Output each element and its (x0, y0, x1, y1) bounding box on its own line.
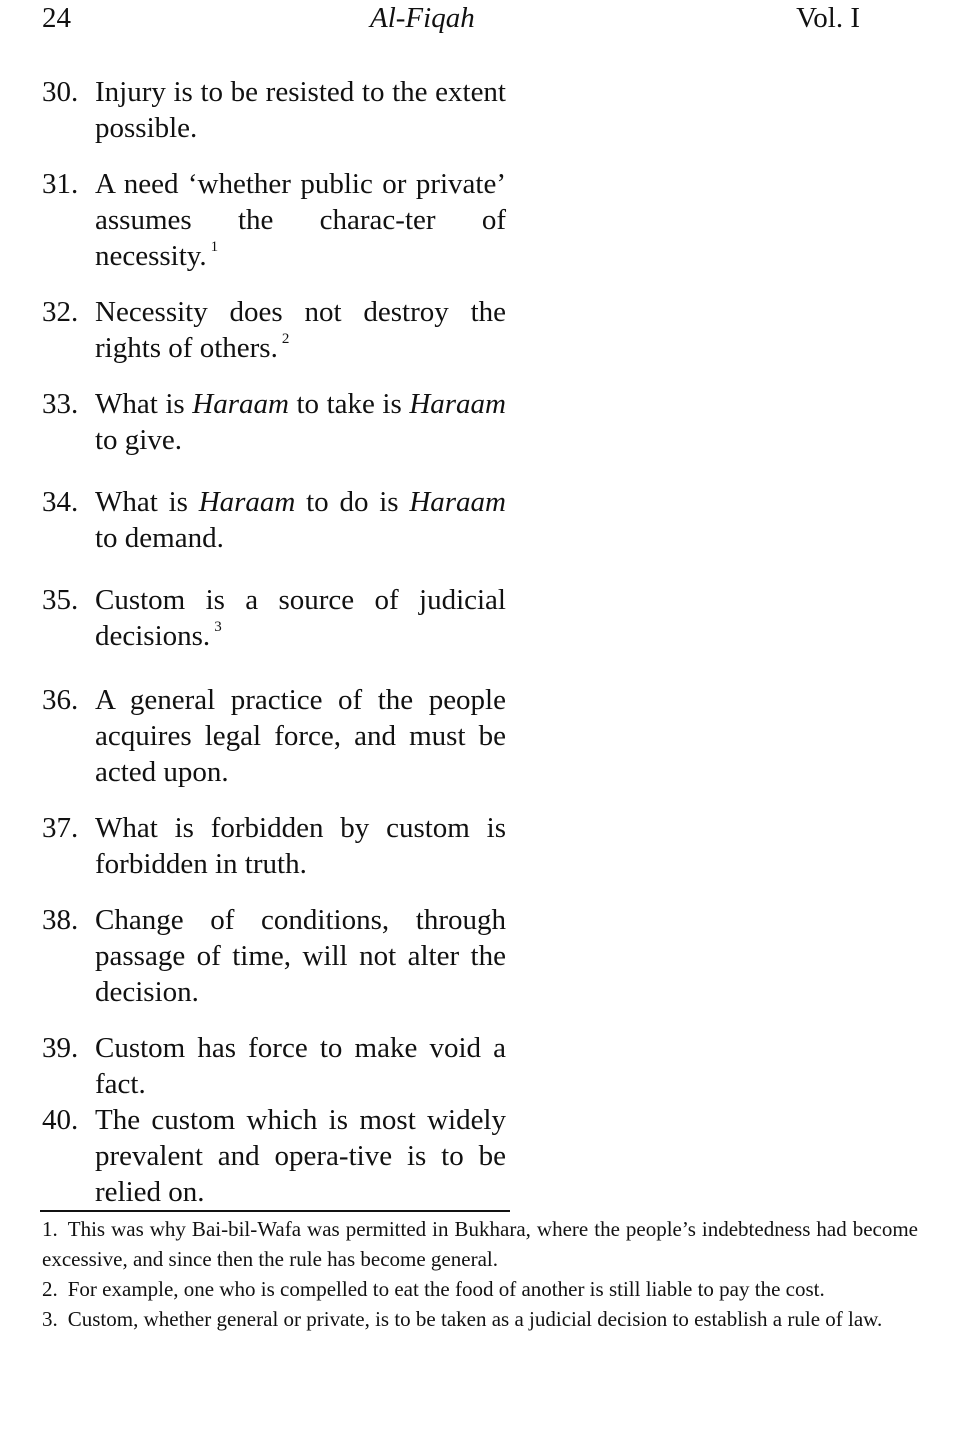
rule-item (42, 74, 506, 146)
rule-text: What is forbidden by custom is forbidden in truth. (95, 812, 506, 880)
footnote-text: For example, one who is compelled to eat the food of another is still liable to pay the cost. (67, 1277, 825, 1301)
footnote-number: 1. (42, 1217, 58, 1241)
rule-number: 35. (42, 584, 79, 616)
footnote-item (42, 1304, 918, 1334)
rule-text: Custom has force to make void a fact. (95, 1032, 506, 1100)
footnote-marker[interactable]: 1 (210, 239, 219, 255)
footnote-marker[interactable]: 2 (281, 331, 290, 347)
rule-text: Change of conditions, through passage of time, will not alter the decision. (95, 904, 506, 1008)
footnote-item (42, 1214, 918, 1274)
rule-text: A general practice of the people acquires legal force, and must be acted upon. (95, 684, 506, 788)
rule-text: The custom which is most widely prevalent and opera-tive is to be relied on. (95, 1104, 506, 1208)
footnote-number: 2. (42, 1277, 58, 1301)
rule-number: 34. (42, 486, 79, 518)
rule-item (42, 810, 506, 882)
rule-number: 31. (42, 168, 79, 200)
rule-text: What is Haraam to do is Haraam to demand. (95, 486, 506, 554)
rule-text: Necessity does not destroy the rights of others. $^2$ (95, 296, 506, 364)
rule-number: 32. (42, 296, 79, 328)
footnote-text: Custom, whether general or private, is to be taken as a judicial decision to establish a rule of law. (67, 1307, 883, 1331)
rule-number: 40. (42, 1104, 79, 1136)
page-number: 24 (42, 2, 71, 34)
footnote-marker[interactable]: 3 (214, 619, 222, 635)
volume-label: Vol. I (796, 2, 860, 34)
rule-item (42, 166, 506, 274)
rule-number: 38. (42, 904, 79, 936)
rule-item (42, 682, 506, 790)
rule-text: What is Haraam to take is Haraam to give. (95, 388, 506, 456)
rule-item (42, 484, 506, 556)
footnote-divider (40, 1210, 510, 1212)
footnote-item (42, 1274, 918, 1304)
rule-item (42, 1030, 506, 1102)
rule-item (42, 582, 506, 654)
page-header (42, 2, 860, 42)
rule-item (42, 386, 506, 458)
rule-item (42, 902, 506, 1010)
rule-text: A need ‘whether public or private’ assumes the charac-ter of necessity. $^1$ (95, 168, 506, 272)
rule-number: 36. (42, 684, 79, 716)
rule-number: 33. (42, 388, 79, 420)
footnote-number: 3. (42, 1307, 58, 1331)
rule-text: Injury is to be resisted to the extent possible. (95, 76, 506, 144)
book-title: Al-Fiqah (370, 2, 475, 34)
rule-item (42, 294, 506, 366)
rule-number: 39. (42, 1032, 79, 1064)
rule-text: Custom is a source of judicial decisions. $^3$ (95, 584, 506, 652)
footnotes-section (42, 1214, 918, 1334)
rule-number: 37. (42, 812, 79, 844)
rule-item (42, 1102, 506, 1210)
footnote-text: This was why Bai-bil-Wafa was permitted in Bukhara, where the people’s indebtedness had become excessive, and since then the rule has become general. (42, 1217, 918, 1271)
rule-number: 30. (42, 76, 79, 108)
